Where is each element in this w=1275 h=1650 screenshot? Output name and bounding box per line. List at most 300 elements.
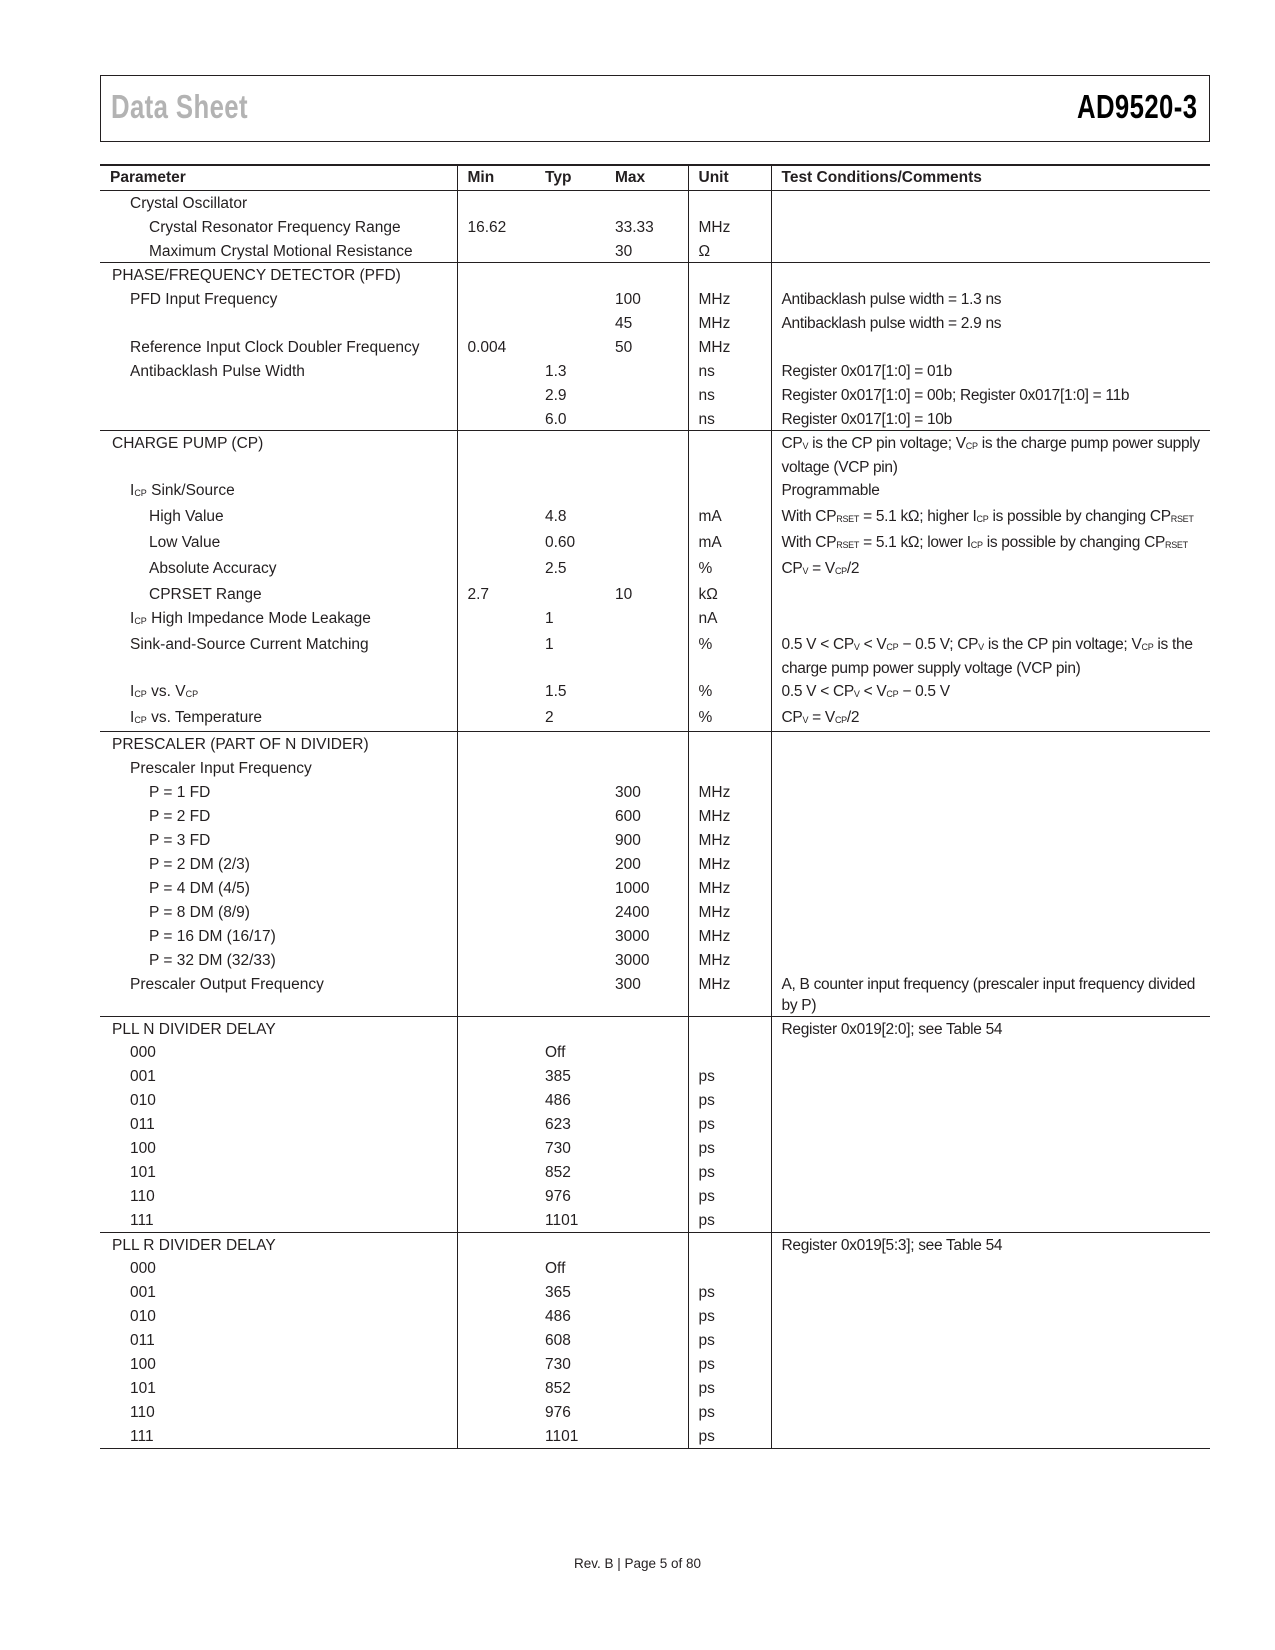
cell-unit: MHz — [688, 215, 771, 239]
cell-max: 33.33 — [615, 218, 654, 236]
cell-unit: MHz — [688, 924, 771, 948]
cell-max — [605, 263, 688, 287]
cell-typ: Off — [545, 1260, 566, 1277]
cell-unit: MHz — [688, 287, 771, 311]
table-row — [100, 972, 1210, 1017]
table-row — [100, 191, 1210, 215]
cell-comment — [771, 1064, 1210, 1088]
cell-unit: % — [688, 679, 771, 705]
cell-typ — [535, 335, 605, 359]
cell-unit: mA — [688, 530, 771, 556]
cell-max — [605, 732, 688, 756]
cell-comment — [771, 1256, 1210, 1280]
cell-parameter: 110 — [130, 1404, 155, 1421]
cell-min — [457, 1184, 535, 1208]
cell-min — [457, 530, 535, 556]
table-body — [100, 191, 1210, 1449]
cell-typ: 730 — [545, 1140, 571, 1157]
cell-unit — [688, 1040, 771, 1064]
cell-typ — [535, 828, 605, 852]
cell-min — [457, 1160, 535, 1184]
cell-typ: 0.60 — [545, 534, 576, 551]
cell-max — [605, 1400, 688, 1424]
table-row — [100, 1184, 1210, 1208]
cell-max — [605, 606, 688, 632]
cell-unit: % — [688, 705, 771, 732]
cell-max: 10 — [615, 586, 633, 603]
cell-unit: ps — [688, 1328, 771, 1352]
cell-parameter: PFD Input Frequency — [130, 290, 278, 308]
cell-parameter: High Value — [149, 508, 224, 525]
table-row — [100, 804, 1210, 828]
cell-unit: MHz — [688, 972, 771, 1017]
cell-parameter: P = 3 FD — [149, 831, 211, 849]
cell-unit: ps — [688, 1304, 771, 1328]
cell-max: 900 — [615, 831, 641, 849]
table-row — [100, 335, 1210, 359]
table-row — [100, 311, 1210, 335]
cell-max — [605, 1304, 688, 1328]
page-footer: Rev. B | Page 5 of 80 — [573, 1556, 702, 1571]
cell-parameter: PLL N DIVIDER DELAY — [112, 1020, 276, 1038]
cell-parameter: P = 1 FD — [149, 783, 211, 801]
cell-comment — [771, 1280, 1210, 1304]
cell-min — [457, 756, 535, 780]
cell-min — [457, 780, 535, 804]
cell-typ — [535, 900, 605, 924]
cell-typ — [535, 972, 605, 1017]
cell-max — [605, 679, 688, 705]
cell-unit: MHz — [688, 948, 771, 972]
cell-unit: ps — [688, 1352, 771, 1376]
cell-parameter: $I_{CP}$ High Impedance Mode Leakage — [130, 610, 371, 627]
cell-comment — [771, 828, 1210, 852]
cell-parameter — [100, 311, 457, 335]
cell-max — [605, 1064, 688, 1088]
cell-unit — [688, 756, 771, 780]
cell-comment: $CP_V$ is the CP pin voltage; $V_{CP}$ is the charge pump power supply voltage (VCP pin) — [771, 431, 1210, 479]
table-row — [100, 1088, 1210, 1112]
cell-min — [457, 1088, 535, 1112]
cell-min — [457, 732, 535, 756]
cell-comment — [771, 1328, 1210, 1352]
cell-typ: 365 — [545, 1284, 571, 1301]
cell-min — [457, 804, 535, 828]
cell-comment — [771, 239, 1210, 263]
cell-min — [457, 606, 535, 632]
cell-typ — [535, 1232, 605, 1256]
cell-typ — [535, 732, 605, 756]
cell-typ: 623 — [545, 1116, 571, 1133]
cell-max: 3000 — [615, 951, 650, 969]
cell-typ — [535, 263, 605, 287]
cell-unit: ps — [688, 1136, 771, 1160]
cell-parameter: 001 — [130, 1284, 156, 1301]
table-row — [100, 606, 1210, 632]
cell-parameter: PLL R DIVIDER DELAY — [112, 1236, 276, 1254]
column-header-typ: Typ — [545, 169, 572, 186]
table-row — [100, 1424, 1210, 1448]
cell-parameter: 000 — [130, 1260, 156, 1277]
cell-min — [457, 705, 535, 732]
cell-min — [457, 191, 535, 215]
cell-min — [457, 1208, 535, 1232]
cell-parameter: Absolute Accuracy — [149, 560, 277, 577]
cell-unit: ps — [688, 1400, 771, 1424]
cell-typ — [535, 287, 605, 311]
cell-typ — [535, 876, 605, 900]
cell-comment: $CP_V = V_{CP}/2$ — [771, 705, 1210, 732]
cell-comment — [771, 1136, 1210, 1160]
cell-parameter — [100, 383, 457, 407]
cell-min — [457, 1424, 535, 1448]
cell-typ: 4.8 — [545, 508, 567, 525]
cell-min — [457, 431, 535, 479]
cell-unit: ps — [688, 1424, 771, 1448]
cell-typ — [535, 924, 605, 948]
cell-max — [605, 1352, 688, 1376]
cell-min — [457, 311, 535, 335]
cell-max — [605, 705, 688, 732]
cell-comment — [771, 1400, 1210, 1424]
cell-parameter: Crystal Resonator Frequency Range — [149, 218, 401, 236]
cell-parameter: 010 — [130, 1092, 156, 1109]
cell-max: 300 — [615, 975, 641, 993]
cell-unit: ps — [688, 1208, 771, 1232]
cell-parameter: 011 — [130, 1116, 155, 1133]
cell-min — [457, 383, 535, 407]
cell-typ: 6.0 — [545, 410, 567, 428]
cell-typ: 486 — [545, 1092, 571, 1109]
cell-parameter: 100 — [130, 1140, 156, 1157]
cell-max — [605, 556, 688, 582]
table-row — [100, 215, 1210, 239]
table-header-row — [100, 165, 1210, 191]
cell-max — [605, 530, 688, 556]
cell-parameter: $I_{CP}$ Sink/Source — [130, 482, 235, 499]
cell-min — [457, 263, 535, 287]
cell-min — [457, 1352, 535, 1376]
cell-comment — [771, 948, 1210, 972]
cell-max: 300 — [615, 783, 641, 801]
cell-min — [457, 1400, 535, 1424]
cell-unit: MHz — [688, 852, 771, 876]
cell-comment — [771, 1352, 1210, 1376]
table-row — [100, 1112, 1210, 1136]
cell-typ: 730 — [545, 1356, 571, 1373]
cell-unit — [688, 1016, 771, 1040]
cell-min — [457, 287, 535, 311]
cell-parameter: 111 — [130, 1212, 154, 1229]
table-row — [100, 1064, 1210, 1088]
cell-parameter: P = 16 DM (16/17) — [149, 927, 276, 945]
cell-comment: Register 0x019[5:3]; see Table 54 — [771, 1232, 1210, 1256]
table-row — [100, 359, 1210, 383]
cell-min — [457, 900, 535, 924]
cell-unit: MHz — [688, 780, 771, 804]
table-row — [100, 732, 1210, 756]
cell-min: 16.62 — [457, 215, 535, 239]
cell-typ: 385 — [545, 1068, 571, 1085]
cell-unit: MHz — [688, 311, 771, 335]
cell-typ: 1101 — [545, 1428, 579, 1445]
table-row — [100, 876, 1210, 900]
cell-comment — [771, 1208, 1210, 1232]
cell-comment: Programmable — [771, 478, 1210, 504]
table-row — [100, 478, 1210, 504]
table-row — [100, 1040, 1210, 1064]
cell-unit: ps — [688, 1064, 771, 1088]
column-header-parameter: Parameter — [110, 169, 186, 186]
cell-min — [457, 1040, 535, 1064]
table-row — [100, 828, 1210, 852]
cell-max — [605, 1328, 688, 1352]
table-row — [100, 1328, 1210, 1352]
cell-max — [605, 1016, 688, 1040]
cell-typ: 1 — [545, 636, 554, 653]
cell-unit: % — [688, 556, 771, 582]
cell-parameter: Prescaler Output Frequency — [130, 975, 324, 993]
cell-min — [457, 556, 535, 582]
part-number-title: AD9520-3 — [1076, 88, 1197, 125]
cell-parameter: 100 — [130, 1356, 156, 1373]
table-row — [100, 407, 1210, 431]
cell-max — [605, 1160, 688, 1184]
cell-max — [605, 1376, 688, 1400]
page-header — [100, 75, 1210, 142]
cell-typ — [535, 431, 605, 479]
cell-unit: ps — [688, 1280, 771, 1304]
cell-unit: ns — [688, 383, 771, 407]
cell-min — [457, 632, 535, 679]
table-row — [100, 1160, 1210, 1184]
cell-parameter: Low Value — [149, 534, 221, 551]
cell-max — [605, 756, 688, 780]
cell-max: 2400 — [615, 903, 650, 921]
cell-parameter: 101 — [130, 1164, 156, 1181]
table-row — [100, 1136, 1210, 1160]
cell-parameter: 010 — [130, 1308, 156, 1325]
table-row — [100, 1376, 1210, 1400]
column-header-comments: Test Conditions/Comments — [771, 165, 1210, 191]
cell-typ: 1 — [545, 610, 554, 627]
cell-max — [605, 1136, 688, 1160]
cell-typ — [535, 478, 605, 504]
table-row — [100, 705, 1210, 732]
cell-unit: ps — [688, 1184, 771, 1208]
cell-typ — [535, 582, 605, 606]
cell-typ: 1.3 — [545, 362, 567, 380]
table-row — [100, 504, 1210, 530]
cell-unit: Ω — [688, 239, 771, 263]
cell-comment: Antibacklash pulse width = 2.9 ns — [771, 311, 1210, 335]
table-row — [100, 1352, 1210, 1376]
cell-comment — [771, 876, 1210, 900]
cell-comment: With $CP_{RSET} = 5.1$ kΩ; lower $I_{CP}$ is possible by changing $CP_{RSET}$ — [771, 530, 1210, 556]
cell-comment — [771, 1112, 1210, 1136]
cell-min — [457, 876, 535, 900]
table-row — [100, 1232, 1210, 1256]
table-row — [100, 263, 1210, 287]
cell-max — [605, 1280, 688, 1304]
cell-comment — [771, 756, 1210, 780]
cell-comment — [771, 852, 1210, 876]
cell-unit — [688, 191, 771, 215]
cell-max: 50 — [615, 338, 633, 356]
cell-unit — [688, 478, 771, 504]
cell-min — [457, 852, 535, 876]
cell-comment — [771, 191, 1210, 215]
cell-parameter: P = 2 FD — [149, 807, 211, 825]
cell-max: 100 — [615, 290, 641, 308]
cell-typ — [535, 239, 605, 263]
cell-parameter: 101 — [130, 1380, 156, 1397]
cell-unit: MHz — [688, 828, 771, 852]
cell-unit: kΩ — [688, 582, 771, 606]
cell-unit — [688, 732, 771, 756]
cell-parameter: Antibacklash Pulse Width — [130, 362, 305, 380]
table-row — [100, 556, 1210, 582]
cell-min — [457, 1256, 535, 1280]
cell-comment — [771, 1304, 1210, 1328]
cell-unit: MHz — [688, 335, 771, 359]
cell-comment — [771, 780, 1210, 804]
cell-parameter: Sink-and-Source Current Matching — [130, 636, 369, 653]
cell-min — [457, 1328, 535, 1352]
cell-comment: 0.5 $V < CP_V < V_{CP} - 0.5$ V — [771, 679, 1210, 705]
cell-comment: $CP_V = V_{CP}/2$ — [771, 556, 1210, 582]
cell-comment — [771, 732, 1210, 756]
cell-comment — [771, 606, 1210, 632]
cell-min — [457, 679, 535, 705]
cell-min: 2.7 — [457, 582, 535, 606]
cell-parameter: Maximum Crystal Motional Resistance — [149, 242, 413, 260]
column-header-max: Max — [615, 169, 646, 186]
cell-typ: 852 — [545, 1164, 571, 1181]
cell-parameter: P = 8 DM (8/9) — [149, 903, 250, 921]
cell-comment: Register 0x017[1:0] = 01b — [771, 359, 1210, 383]
table-row — [100, 948, 1210, 972]
table-row — [100, 582, 1210, 606]
cell-typ — [535, 756, 605, 780]
cell-typ: 1101 — [545, 1212, 579, 1229]
cell-unit: MHz — [688, 900, 771, 924]
specifications-table — [100, 164, 1210, 1449]
cell-unit: ps — [688, 1160, 771, 1184]
cell-comment: Register 0x017[1:0] = 00b; Register 0x017[1:0] = 11b — [771, 383, 1210, 407]
cell-comment — [771, 215, 1210, 239]
cell-comment — [771, 335, 1210, 359]
cell-min — [457, 1232, 535, 1256]
cell-unit — [688, 1232, 771, 1256]
cell-unit: ns — [688, 359, 771, 383]
cell-min — [457, 1016, 535, 1040]
cell-comment — [771, 924, 1210, 948]
table-row — [100, 780, 1210, 804]
cell-min — [457, 972, 535, 1017]
cell-min — [457, 407, 535, 431]
table-row — [100, 1256, 1210, 1280]
cell-typ: 486 — [545, 1308, 571, 1325]
cell-unit: nA — [688, 606, 771, 632]
cell-comment — [771, 804, 1210, 828]
cell-parameter — [100, 407, 457, 431]
table-row — [100, 632, 1210, 679]
cell-typ: 976 — [545, 1188, 571, 1205]
table-row — [100, 530, 1210, 556]
table-row — [100, 1400, 1210, 1424]
cell-max: 600 — [615, 807, 641, 825]
cell-typ: 2 — [545, 709, 554, 726]
cell-max: 30 — [615, 242, 633, 260]
cell-max — [605, 407, 688, 431]
cell-unit — [688, 431, 771, 479]
cell-parameter: $I_{CP}$ vs. $V_{CP}$ — [130, 683, 199, 700]
table-row — [100, 900, 1210, 924]
cell-max — [605, 359, 688, 383]
table-row — [100, 1208, 1210, 1232]
cell-comment: Register 0x019[2:0]; see Table 54 — [771, 1016, 1210, 1040]
column-header-unit: Unit — [688, 165, 771, 191]
cell-typ: 2.5 — [545, 560, 567, 577]
cell-min — [457, 1280, 535, 1304]
table-row — [100, 756, 1210, 780]
cell-comment: A, B counter input frequency (prescaler input frequency divided by P) — [771, 972, 1210, 1017]
cell-unit: % — [688, 632, 771, 679]
cell-parameter: 011 — [130, 1332, 155, 1349]
cell-parameter: Crystal Oscillator — [130, 195, 248, 212]
cell-max — [605, 383, 688, 407]
cell-comment — [771, 1424, 1210, 1448]
cell-min: 0.004 — [457, 335, 535, 359]
cell-parameter: 111 — [130, 1428, 154, 1445]
cell-typ — [535, 1016, 605, 1040]
cell-parameter: P = 2 DM (2/3) — [149, 855, 250, 873]
cell-min — [457, 1064, 535, 1088]
cell-parameter: 110 — [130, 1188, 155, 1205]
cell-max — [605, 632, 688, 679]
table-row — [100, 239, 1210, 263]
cell-comment: Antibacklash pulse width = 1.3 ns — [771, 287, 1210, 311]
cell-typ: 2.9 — [545, 386, 567, 404]
cell-max — [605, 1208, 688, 1232]
cell-min — [457, 924, 535, 948]
cell-unit: ns — [688, 407, 771, 431]
cell-max — [605, 1424, 688, 1448]
cell-comment — [771, 1160, 1210, 1184]
cell-comment — [771, 1088, 1210, 1112]
cell-comment: With $CP_{RSET} = 5.1$ kΩ; higher $I_{CP}$ is possible by changing $CP_{RSET}$ — [771, 504, 1210, 530]
cell-parameter: PHASE/FREQUENCY DETECTOR (PFD) — [112, 267, 401, 284]
cell-parameter: CHARGE PUMP (CP) — [112, 435, 264, 452]
cell-unit: ps — [688, 1376, 771, 1400]
cell-typ — [535, 215, 605, 239]
cell-min — [457, 828, 535, 852]
cell-min — [457, 1376, 535, 1400]
cell-min — [457, 1304, 535, 1328]
table-row — [100, 1280, 1210, 1304]
table-row — [100, 679, 1210, 705]
cell-max — [605, 1088, 688, 1112]
cell-parameter: Reference Input Clock Doubler Frequency — [130, 338, 420, 356]
cell-parameter: PRESCALER (PART OF N DIVIDER) — [112, 736, 369, 753]
cell-comment — [771, 263, 1210, 287]
cell-max: 45 — [615, 314, 633, 332]
column-header-min: Min — [457, 165, 535, 191]
table-row — [100, 1016, 1210, 1040]
cell-min — [457, 478, 535, 504]
cell-min — [457, 504, 535, 530]
